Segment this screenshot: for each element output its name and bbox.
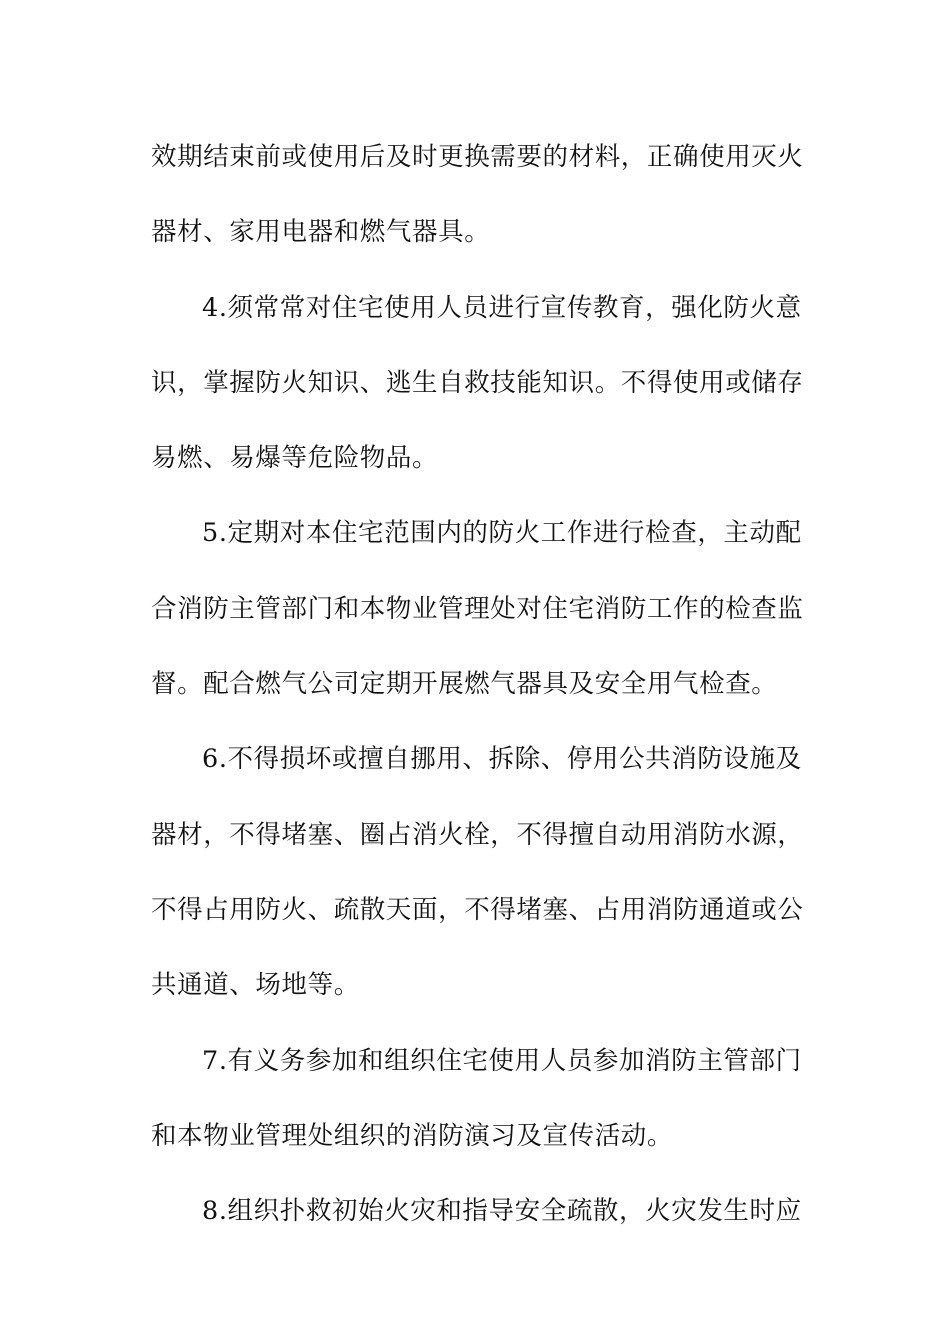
text-line: 共通道、场地等。 [151, 970, 360, 1001]
body-text [151, 120, 804, 1249]
text-line: 效期结束前或使用后及时更换需要的材料，正确使用灭火 [151, 142, 804, 172]
text-line: 合消防主管部门和本物业管理处对住宅消防工作的检查监 [151, 593, 804, 624]
text-line: 器材、家用电器和燃气器具。 [151, 217, 491, 248]
paragraph-item-4: 4.须常常对住宅使用人员进行宣传教育，强化防火意 [202, 292, 802, 323]
text-line: 不得占用防火、疏散天面，不得堵塞、占用消防通道或公 [151, 894, 804, 925]
text-line: 器材，不得堵塞、圈占消火栓，不得擅自动用消防水源， [151, 819, 804, 850]
paragraph-item-6: 6.不得损坏或擅自挪用、拆除、停用公共消防设施及 [202, 744, 802, 775]
paragraph-item-7: 7.有义务参加和组织住宅使用人员参加消防主管部门 [202, 1045, 802, 1076]
text-line: 和本物业管理处组织的消防演习及宣传活动。 [151, 1120, 674, 1151]
text-line: 督。配合燃气公司定期开展燃气器具及安全用气检查。 [151, 669, 778, 700]
text-line: 易燃、易爆等危险物品。 [151, 443, 439, 474]
text-line: 识，掌握防火知识、逃生自救技能知识。不得使用或储存 [151, 367, 804, 398]
paragraph-item-8: 8.组织扑救初始火灾和指导安全疏散，火灾发生时应 [202, 1196, 802, 1227]
paragraph-item-5: 5.定期对本住宅范围内的防火工作进行检查，主动配 [202, 518, 802, 549]
